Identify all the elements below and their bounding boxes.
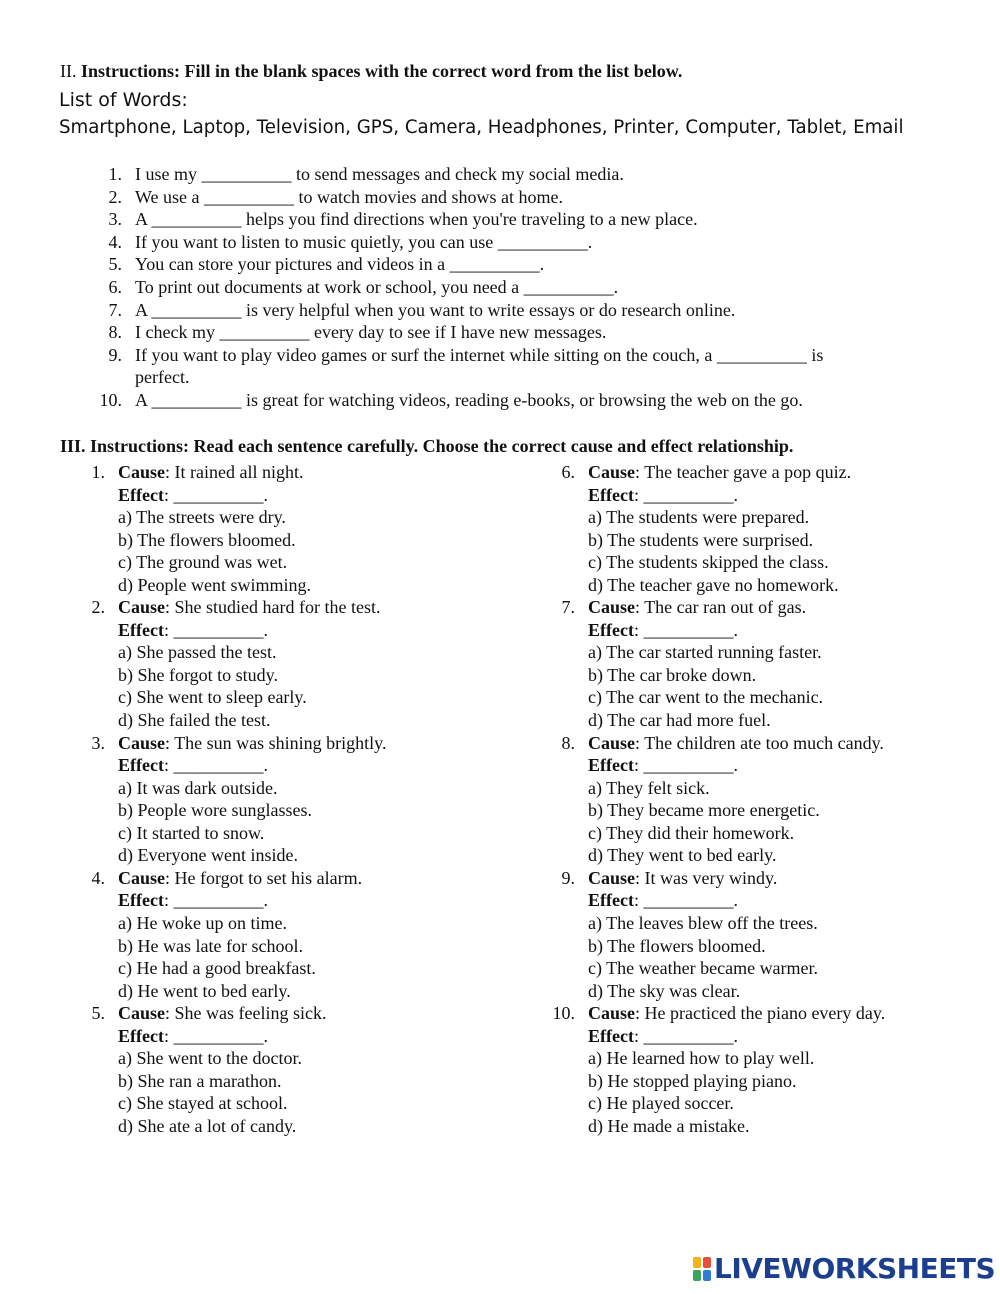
effect-blank: : __________.	[163, 484, 268, 505]
cause-line	[588, 596, 806, 619]
answer-option: b) The flowers bloomed.	[588, 935, 766, 956]
cause-effect-question	[0, 596, 420, 731]
question-number: 7.	[561, 597, 575, 618]
item-sentence: A __________ helps you find directions when you're traveling to a new place.	[135, 209, 698, 230]
question-number: 1.	[91, 462, 105, 482]
answer-option: c) The students skipped the class.	[588, 552, 829, 573]
section2-instructions: Instructions: Fill in the blank spaces with the correct word from the list below.	[81, 61, 683, 81]
section3-title: III. Instructions: Read each sentence carefully. Choose the correct cause and effect relationship.	[60, 436, 794, 456]
question-number: 2.	[91, 597, 105, 618]
cause-text: : The car ran out of gas.	[635, 597, 807, 618]
cause-effect-question	[0, 867, 420, 1002]
cause-effect-question	[0, 461, 420, 596]
answer-option: d) Everyone went inside.	[118, 845, 298, 866]
effect-blank: : __________.	[633, 1025, 738, 1046]
effect-line	[588, 889, 738, 912]
answer-option: a) It was dark outside.	[118, 777, 278, 798]
effect-blank: : __________.	[633, 484, 738, 505]
answer-option: c) The ground was wet.	[118, 552, 288, 573]
cause-effect-question	[470, 596, 890, 731]
answer-option: a) The leaves blew off the trees.	[588, 912, 818, 933]
fill-in-item	[0, 299, 1000, 322]
answer-option: a) They felt sick.	[588, 777, 710, 798]
cause-text: : The children ate too much candy.	[635, 732, 884, 753]
answer-option: b) The car broke down.	[588, 664, 757, 685]
cause-line	[118, 596, 380, 619]
question-number: 10.	[552, 1003, 575, 1024]
effect-line	[118, 484, 268, 507]
item-sentence-continued: perfect.	[135, 367, 190, 388]
cause-line	[588, 732, 884, 755]
cause-text: : She studied hard for the test.	[165, 597, 381, 618]
cause-effect-question	[470, 732, 890, 867]
cause-label: Cause	[118, 1003, 166, 1024]
cause-text: : He practiced the piano every day.	[635, 1003, 886, 1024]
answer-option: c) It started to snow.	[118, 822, 265, 843]
effect-line	[118, 889, 268, 912]
cause-line	[118, 1002, 326, 1025]
item-sentence: You can store your pictures and videos in a __________.	[135, 254, 545, 275]
item-number: 7.	[108, 299, 122, 320]
cause-effect-question	[0, 1002, 420, 1137]
item-number: 4.	[108, 231, 122, 252]
item-number: 6.	[108, 276, 122, 297]
cause-line	[588, 867, 777, 890]
fill-in-item	[0, 276, 1000, 299]
cause-text: : The sun was shining brightly.	[165, 732, 387, 753]
cause-label: Cause	[588, 597, 636, 618]
fill-in-item	[0, 321, 1000, 344]
cause-label: Cause	[118, 732, 166, 753]
answer-option: a) The streets were dry.	[118, 507, 286, 528]
answer-option: b) He stopped playing piano.	[588, 1070, 797, 1091]
answer-option: d) The car had more fuel.	[588, 710, 771, 731]
answer-option: c) The car went to the mechanic.	[588, 687, 824, 708]
question-number: 5.	[91, 1003, 105, 1024]
cause-effect-question	[0, 732, 420, 867]
cause-label: Cause	[588, 462, 636, 482]
cause-text: : It was very windy.	[635, 867, 778, 888]
question-number: 4.	[91, 867, 105, 888]
question-number: 8.	[561, 732, 575, 753]
effect-line	[588, 1025, 738, 1048]
fill-in-item	[0, 389, 1000, 412]
effect-label: Effect	[118, 755, 164, 776]
liveworksheets-logo	[692, 1254, 995, 1284]
question-number: 3.	[91, 732, 105, 753]
item-sentence: I check my __________ every day to see if I have new messages.	[135, 322, 607, 343]
item-number: 5.	[108, 254, 122, 275]
effect-blank: : __________.	[633, 619, 738, 640]
fill-in-list	[0, 163, 1000, 412]
answer-option: d) He went to bed early.	[118, 980, 291, 1001]
answer-option: c) He played soccer.	[588, 1093, 734, 1114]
cause-text: : It rained all night.	[165, 462, 304, 482]
item-number: 3.	[108, 209, 122, 230]
effect-line	[588, 754, 738, 777]
effect-label: Effect	[588, 1025, 634, 1046]
cause-effect-question	[470, 461, 890, 596]
effect-blank: : __________.	[163, 619, 268, 640]
cause-label: Cause	[118, 867, 166, 888]
section2-numeral: II.	[60, 61, 77, 81]
effect-blank: : __________.	[163, 1025, 268, 1046]
cause-label: Cause	[588, 1003, 636, 1024]
question-number: 6.	[561, 462, 575, 482]
answer-option: a) She passed the test.	[118, 642, 277, 663]
word-list-heading: List of Words:	[59, 89, 188, 111]
answer-option: c) She went to sleep early.	[118, 687, 307, 708]
effect-line	[118, 754, 268, 777]
item-sentence: A __________ is very helpful when you want to write essays or do research online.	[135, 299, 736, 320]
answer-option: a) The car started running faster.	[588, 642, 822, 663]
effect-blank: : __________.	[163, 755, 268, 776]
effect-label: Effect	[588, 755, 634, 776]
effect-blank: : __________.	[633, 755, 738, 776]
item-sentence: I use my __________ to send messages and check my social media.	[135, 164, 624, 184]
answer-option: d) She failed the test.	[118, 710, 271, 731]
answer-option: c) The weather became warmer.	[588, 958, 819, 979]
cause-effect-left-column	[0, 461, 420, 1137]
answer-option: d) She ate a lot of candy.	[118, 1115, 297, 1136]
effect-blank: : __________.	[633, 890, 738, 911]
answer-option: b) He was late for school.	[118, 935, 303, 956]
item-sentence: To print out documents at work or school, you need a __________.	[135, 276, 619, 297]
logo-text: LIVEWORKSHEETS	[714, 1252, 996, 1285]
effect-label: Effect	[118, 619, 164, 640]
logo-mark-icon	[692, 1256, 712, 1282]
cause-text: : The teacher gave a pop quiz.	[635, 462, 852, 482]
answer-option: b) People wore sunglasses.	[118, 800, 312, 821]
cause-text: : She was feeling sick.	[165, 1003, 327, 1024]
effect-label: Effect	[588, 619, 634, 640]
answer-option: d) They went to bed early.	[588, 845, 777, 866]
cause-line	[118, 732, 387, 755]
answer-option: b) The students were surprised.	[588, 529, 814, 550]
effect-line	[588, 484, 738, 507]
answer-option: c) They did their homework.	[588, 822, 795, 843]
answer-option: b) The flowers bloomed.	[118, 529, 296, 550]
effect-line	[118, 619, 268, 642]
answer-option: a) She went to the doctor.	[118, 1048, 302, 1069]
cause-label: Cause	[118, 597, 166, 618]
cause-effect-question	[470, 1002, 890, 1137]
item-sentence: We use a __________ to watch movies and shows at home.	[135, 186, 563, 207]
cause-label: Cause	[588, 732, 636, 753]
answer-option: d) The sky was clear.	[588, 980, 741, 1001]
effect-label: Effect	[588, 484, 634, 505]
effect-line	[118, 1025, 268, 1048]
item-number: 8.	[108, 322, 122, 343]
fill-in-item	[0, 186, 1000, 209]
cause-text: : He forgot to set his alarm.	[165, 867, 363, 888]
effect-blank: : __________.	[163, 890, 268, 911]
item-number: 10.	[99, 389, 122, 410]
word-list: Smartphone, Laptop, Television, GPS, Camera, Headphones, Printer, Computer, Tablet, Email	[59, 117, 904, 138]
cause-line	[118, 461, 303, 484]
answer-option: b) She ran a marathon.	[118, 1070, 282, 1091]
section2-title	[60, 60, 682, 82]
fill-in-item	[0, 253, 1000, 276]
item-sentence: If you want to listen to music quietly, you can use __________.	[135, 231, 593, 252]
effect-label: Effect	[588, 890, 634, 911]
answer-option: c) He had a good breakfast.	[118, 958, 316, 979]
cause-line	[588, 461, 851, 484]
answer-option: b) She forgot to study.	[118, 664, 278, 685]
fill-in-item	[0, 163, 1000, 186]
effect-label: Effect	[118, 484, 164, 505]
answer-option: d) He made a mistake.	[588, 1115, 750, 1136]
cause-line	[118, 867, 362, 890]
answer-option: a) The students were prepared.	[588, 507, 810, 528]
item-number: 9.	[108, 344, 122, 365]
fill-in-item	[0, 208, 1000, 231]
effect-label: Effect	[118, 1025, 164, 1046]
effect-line	[588, 619, 738, 642]
item-number: 1.	[108, 164, 122, 184]
cause-label: Cause	[118, 462, 166, 482]
answer-option: c) She stayed at school.	[118, 1093, 288, 1114]
fill-in-item	[0, 231, 1000, 254]
effect-label: Effect	[118, 890, 164, 911]
answer-option: a) He woke up on time.	[118, 912, 287, 933]
item-sentence: If you want to play video games or surf the internet while sitting on the couch, a __________ is	[135, 344, 824, 365]
cause-effect-right-column	[470, 461, 890, 1137]
item-sentence: A __________ is great for watching videos, reading e-books, or browsing the web on the go.	[135, 389, 803, 410]
question-number: 9.	[561, 867, 575, 888]
cause-line	[588, 1002, 885, 1025]
fill-in-item	[0, 344, 1000, 389]
cause-label: Cause	[588, 867, 636, 888]
answer-option: a) He learned how to play well.	[588, 1048, 815, 1069]
item-number: 2.	[108, 186, 122, 207]
answer-option: b) They became more energetic.	[588, 800, 820, 821]
cause-effect-question	[470, 867, 890, 1002]
answer-option: d) People went swimming.	[118, 574, 311, 595]
answer-option: d) The teacher gave no homework.	[588, 574, 839, 595]
